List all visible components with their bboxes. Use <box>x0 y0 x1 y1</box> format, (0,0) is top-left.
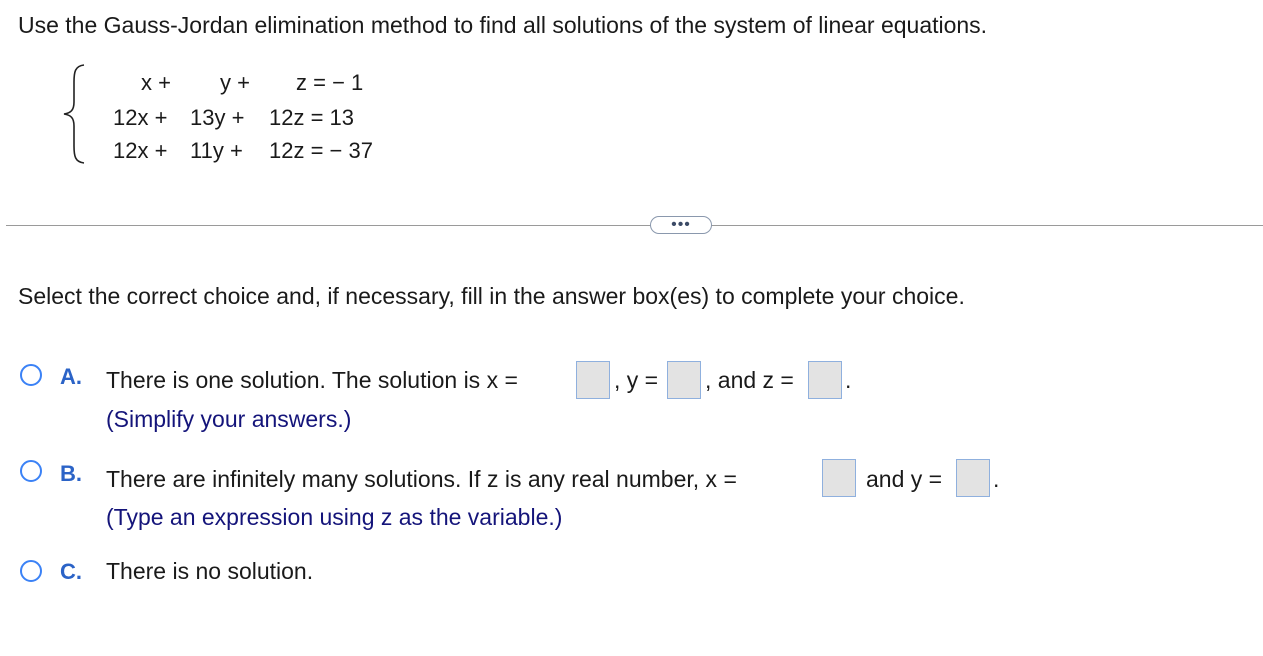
choice-b-x-input[interactable] <box>822 459 856 497</box>
section-divider <box>6 225 1263 226</box>
eq2-z-term: 12z = 13 <box>269 105 355 130</box>
eq3-y-term: 11y + <box>190 138 243 163</box>
choice-b-radio[interactable] <box>20 460 42 482</box>
choice-a-y-input[interactable] <box>667 361 701 399</box>
eq2-y-term: 13y + <box>190 105 245 130</box>
choice-b-period: . <box>993 466 1000 492</box>
choice-a-z-label: , and z = <box>705 367 794 393</box>
eq1-y-term: y + <box>220 70 250 95</box>
choice-c-radio[interactable] <box>20 560 42 582</box>
eq1-x-term: x + <box>141 70 171 95</box>
choice-a-radio[interactable] <box>20 364 42 386</box>
choice-a-text: There is one solution. The solution is x = <box>106 367 518 393</box>
eq2-x-term: 12x + <box>113 105 168 130</box>
choice-a-period: . <box>845 367 852 393</box>
choice-a-y-label: , y = <box>614 367 659 393</box>
choice-b-hint: (Type an expression using z as the variable.) <box>106 504 563 530</box>
left-brace-icon <box>60 62 86 166</box>
eq1-z-term: z = − 1 <box>296 70 364 95</box>
choice-a-hint: (Simplify your answers.) <box>106 406 352 432</box>
choice-b-y-label: and y = <box>866 466 943 492</box>
choice-b-text: There are infinitely many solutions. If z is any real number, x = <box>106 466 737 492</box>
eq3-x-term: 12x + <box>113 138 168 163</box>
choice-b-y-input[interactable] <box>956 459 990 497</box>
choice-a-z-input[interactable] <box>808 361 842 399</box>
eq3-z-term: 12z = − 37 <box>269 138 373 163</box>
choice-b-letter: B. <box>60 461 82 486</box>
choice-c-text: There is no solution. <box>106 558 314 584</box>
choice-c-letter: C. <box>60 559 82 584</box>
choice-a-letter: A. <box>60 364 82 389</box>
instruction-text: Use the Gauss-Jordan elimination method to find all solutions of the system of linear equations. <box>18 12 988 38</box>
prompt-text: Select the correct choice and, if necessary, fill in the answer box(es) to complete your choice. <box>18 283 965 309</box>
more-options-button[interactable]: ••• <box>650 216 712 234</box>
choice-a-x-input[interactable] <box>576 361 610 399</box>
